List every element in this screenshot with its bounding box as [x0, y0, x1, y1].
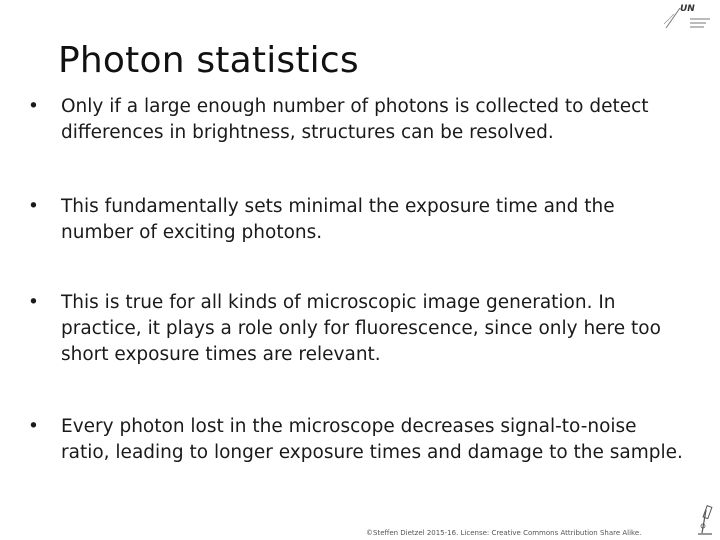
- logo-text: UN: [680, 4, 695, 14]
- license-footer: ©Steffen Dietzel 2015-16. License: Creative Commons Attribution Share Alike.: [366, 529, 642, 537]
- bullet-item: [28, 414, 688, 466]
- bullet-item: [28, 290, 688, 368]
- bullet-text: This fundamentally sets minimal the exposure time and the number of exciting photons.: [61, 196, 615, 243]
- slide-title: Photon statistics: [58, 40, 359, 81]
- bullet-marker: •: [28, 292, 39, 313]
- bullet-item: [28, 194, 688, 246]
- bullet-text: Only if a large enough number of photons is collected to detect differences in brightness, structures can be resolved.: [61, 96, 649, 143]
- bullet-marker: •: [28, 416, 39, 437]
- bullet-text: Every photon lost in the microscope decreases signal-to-noise ratio, leading to longer exposure times and damage to the sample.: [61, 416, 683, 463]
- microscope-icon: [694, 502, 716, 536]
- bullet-text: This is true for all kinds of microscopic image generation. In practice, it plays a role only for fluorescence, since only here too short exposure times are relevant.: [61, 292, 661, 365]
- bullet-item: [28, 94, 688, 146]
- bullet-marker: •: [28, 196, 39, 217]
- bullet-marker: •: [28, 96, 39, 117]
